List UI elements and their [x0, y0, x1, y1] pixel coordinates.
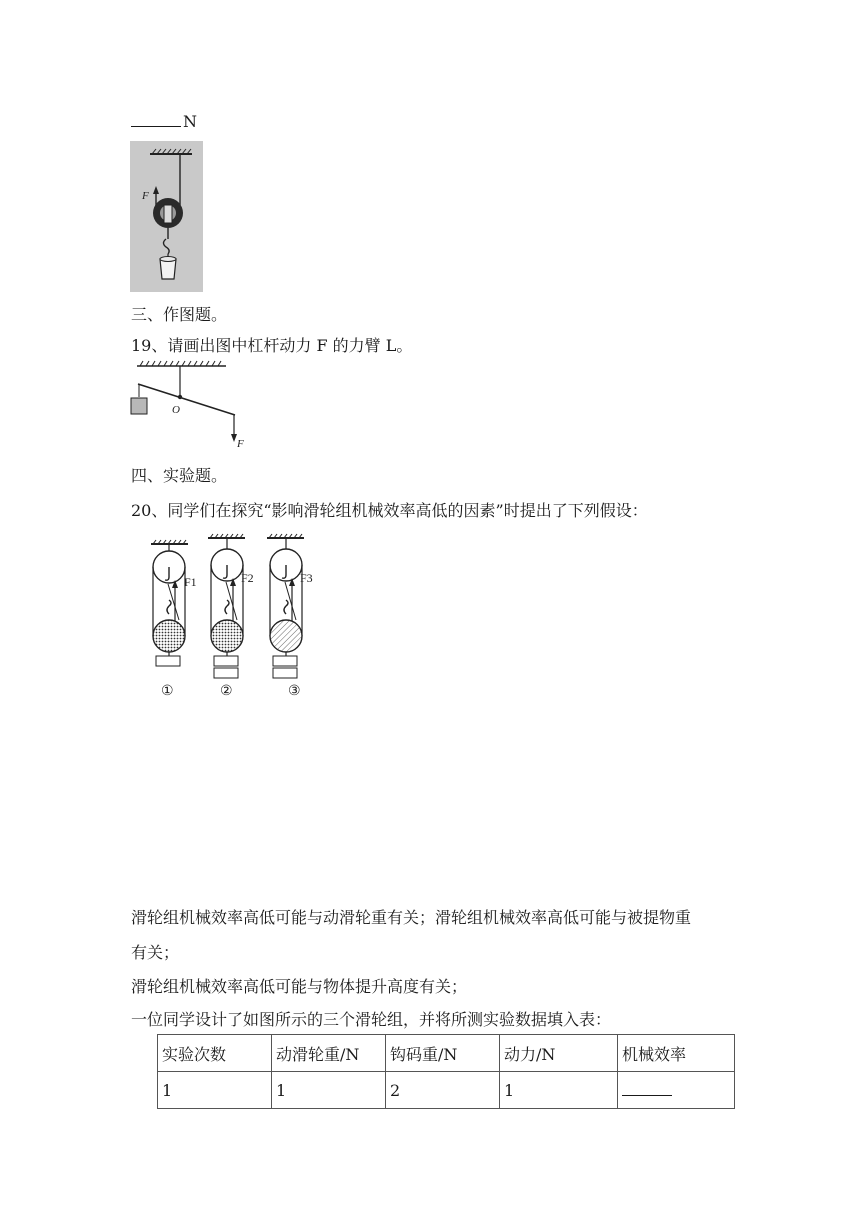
force-label: F — [237, 438, 244, 450]
question-20-intro: 20、同学们在探究“影响滑轮组机械效率高低的因素”时提出了下列假设： — [131, 501, 648, 520]
pulley-group-3 — [267, 534, 313, 699]
pulley-force-label: F — [142, 190, 149, 202]
pivot-label: O — [172, 404, 180, 416]
pulley-photo-figure — [130, 141, 203, 292]
figure-caption-3: ③ — [288, 684, 301, 699]
pulley-groups-figure — [140, 532, 340, 702]
table-header-cell: 动滑轮重/N — [272, 1035, 386, 1072]
force-label-2: F2 — [241, 571, 254, 585]
experiment-data-table — [157, 1034, 735, 1109]
answer-unit: N — [183, 112, 197, 131]
table-header-cell: 动力/N — [500, 1035, 618, 1072]
lever-drawing — [128, 360, 258, 452]
section-heading-experiment: 四、实验题。 — [131, 466, 228, 485]
table-header-row — [158, 1035, 735, 1072]
table-cell: 1 — [158, 1072, 272, 1109]
figure-caption-2: ② — [220, 684, 233, 699]
table-header-cell: 机械效率 — [618, 1035, 735, 1072]
table-header-cell: 实验次数 — [158, 1035, 272, 1072]
pulley-group-2 — [208, 534, 254, 699]
pulley-groups-drawing — [140, 532, 340, 702]
hypothesis-line-1: 滑轮组机械效率高低可能与动滑轮重有关；滑轮组机械效率高低可能与被提物重 — [131, 908, 692, 927]
table-header-cell: 钩码重/N — [386, 1035, 500, 1072]
pulley-group-1 — [151, 540, 197, 699]
pulley-photo-drawing — [130, 141, 203, 292]
design-description: 一位同学设计了如图所示的三个滑轮组，并将所测实验数据填入表： — [131, 1010, 612, 1029]
force-label-1: F1 — [184, 575, 197, 589]
answer-blank-line — [131, 112, 197, 131]
force-label-3: F3 — [300, 571, 313, 585]
table-cell: 1 — [272, 1072, 386, 1109]
fill-blank — [622, 1083, 672, 1096]
table-row — [158, 1072, 735, 1109]
table-cell: 1 — [500, 1072, 618, 1109]
hypothesis-line-2: 有关； — [131, 943, 180, 962]
section-heading-drawing: 三、作图题。 — [131, 305, 228, 324]
fill-blank — [131, 112, 181, 127]
table-cell-blank — [618, 1072, 735, 1109]
question-19-text: 19、请画出图中杠杆动力 F 的力臂 L。 — [131, 336, 413, 355]
table-cell: 2 — [386, 1072, 500, 1109]
figure-caption-1: ① — [161, 684, 174, 699]
lever-figure — [128, 360, 258, 452]
hypothesis-line-3: 滑轮组机械效率高低可能与物体提升高度有关； — [131, 977, 468, 996]
